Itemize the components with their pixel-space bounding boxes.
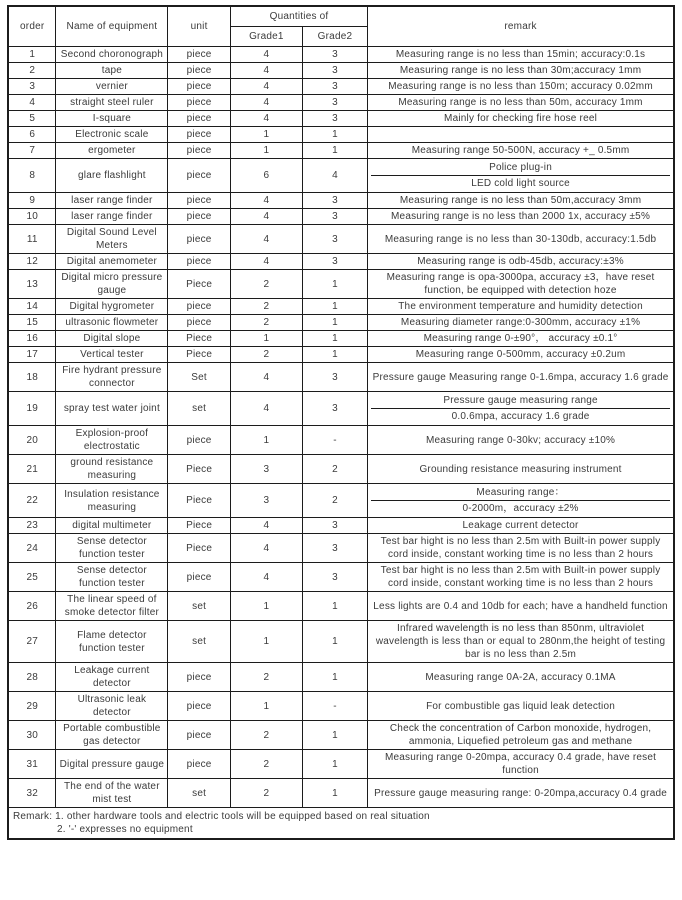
order-cell: 32 <box>8 779 56 808</box>
grade1-cell: 4 <box>230 47 302 63</box>
order-cell: 1 <box>8 47 56 63</box>
equipment-row <box>8 47 674 63</box>
order-cell: 25 <box>8 563 56 592</box>
equipment-row <box>8 95 674 111</box>
unit-cell: Piece <box>168 455 231 484</box>
remark-cell: Test bar hight is no less than 2.5m with Built-in power supply cord inside, constant working time is no less than 2 hours <box>368 534 674 563</box>
order-cell: 15 <box>8 315 56 331</box>
remark-line-1: Measuring range： <box>476 487 565 498</box>
remark-cell <box>368 159 674 193</box>
grade2-cell: 1 <box>302 750 367 779</box>
order-cell: 30 <box>8 721 56 750</box>
equipment-row <box>8 392 674 426</box>
equipment-row <box>8 750 674 779</box>
unit-cell: piece <box>168 426 231 455</box>
order-cell: 17 <box>8 347 56 363</box>
grade1-cell: 1 <box>230 621 302 663</box>
name-cell: Portable combustible gas detector <box>56 721 168 750</box>
equipment-row <box>8 270 674 299</box>
unit-cell: set <box>168 592 231 621</box>
order-cell: 21 <box>8 455 56 484</box>
grade2-cell: 1 <box>302 721 367 750</box>
footer-note-2: 2. '-' expresses no equipment <box>57 824 193 835</box>
grade1-cell: 2 <box>230 299 302 315</box>
remark-cell: Leakage current detector <box>368 518 674 534</box>
order-cell: 18 <box>8 363 56 392</box>
grade2-cell: 1 <box>302 663 367 692</box>
grade2-cell: 3 <box>302 392 367 426</box>
grade2-cell: 3 <box>302 95 367 111</box>
order-cell: 5 <box>8 111 56 127</box>
grade1-cell: 1 <box>230 127 302 143</box>
equipment-row <box>8 331 674 347</box>
remark-line-1: Police plug-in <box>489 162 552 173</box>
remark-cell: Measuring range is no less than 50m,accuracy 3mm <box>368 193 674 209</box>
remark-cell: Infrared wavelength is no less than 850nm, ultraviolet wavelength is less than or equal to 280nm,the height of testing bar is no less than 2.5m <box>368 621 674 663</box>
unit-cell: piece <box>168 563 231 592</box>
order-cell: 6 <box>8 127 56 143</box>
remark-cell: Measuring range is no less than 15min; accuracy:0.1s <box>368 47 674 63</box>
remark-cell: Measuring range 0-500mm, accuracy ±0.2um <box>368 347 674 363</box>
grade1-cell: 3 <box>230 484 302 518</box>
name-cell: glare flashlight <box>56 159 168 193</box>
grade1-cell: 2 <box>230 347 302 363</box>
order-cell: 3 <box>8 79 56 95</box>
name-cell: ultrasonic flowmeter <box>56 315 168 331</box>
order-cell: 2 <box>8 63 56 79</box>
order-cell: 12 <box>8 254 56 270</box>
table-body <box>8 47 674 808</box>
equipment-row <box>8 455 674 484</box>
grade2-cell: 3 <box>302 63 367 79</box>
grade2-cell: 1 <box>302 331 367 347</box>
unit-cell: Piece <box>168 347 231 363</box>
table-header <box>8 6 674 47</box>
grade2-cell: 3 <box>302 363 367 392</box>
unit-cell: set <box>168 621 231 663</box>
remark-cell: Measuring range is odb-45db, accuracy:±3% <box>368 254 674 270</box>
grade1-cell: 2 <box>230 750 302 779</box>
name-cell: Fire hydrant pressure connector <box>56 363 168 392</box>
grade2-cell: 2 <box>302 484 367 518</box>
order-cell: 4 <box>8 95 56 111</box>
unit-cell: piece <box>168 209 231 225</box>
header-quantities: Quantities of <box>230 6 367 27</box>
grade1-cell: 2 <box>230 270 302 299</box>
grade1-cell: 1 <box>230 143 302 159</box>
remark-cell: Measuring range is no less than 30-130db, accuracy:1.5db <box>368 225 674 254</box>
order-cell: 20 <box>8 426 56 455</box>
remark-cell: Grounding resistance measuring instrument <box>368 455 674 484</box>
grade1-cell: 2 <box>230 721 302 750</box>
name-cell: Insulation resistance measuring <box>56 484 168 518</box>
name-cell: Explosion-proof electrostatic <box>56 426 168 455</box>
order-cell: 22 <box>8 484 56 518</box>
grade1-cell: 4 <box>230 209 302 225</box>
grade1-cell: 4 <box>230 225 302 254</box>
unit-cell: piece <box>168 299 231 315</box>
unit-cell: piece <box>168 721 231 750</box>
name-cell: straight steel ruler <box>56 95 168 111</box>
unit-cell: set <box>168 392 231 426</box>
equipment-row <box>8 79 674 95</box>
order-cell: 11 <box>8 225 56 254</box>
name-cell: Digital anemometer <box>56 254 168 270</box>
unit-cell: piece <box>168 47 231 63</box>
header-grade2: Grade2 <box>302 27 367 47</box>
remark-cell: Measuring range 0-30kv; accuracy ±10% <box>368 426 674 455</box>
equipment-row <box>8 779 674 808</box>
remark-cell: Measuring range is no less than 30m;accuracy 1mm <box>368 63 674 79</box>
name-cell: Sense detector function tester <box>56 563 168 592</box>
remark-cell <box>368 484 674 518</box>
name-cell: digital multimeter <box>56 518 168 534</box>
name-cell: Electronic scale <box>56 127 168 143</box>
header-order: order <box>8 6 56 47</box>
remark-cell <box>368 127 674 143</box>
remark-cell: Less lights are 0.4 and 10db for each; have a handheld function <box>368 592 674 621</box>
equipment-row <box>8 209 674 225</box>
order-cell: 8 <box>8 159 56 193</box>
equipment-row <box>8 534 674 563</box>
grade1-cell: 6 <box>230 159 302 193</box>
equipment-row <box>8 621 674 663</box>
grade2-cell: 1 <box>302 592 367 621</box>
equipment-row <box>8 663 674 692</box>
name-cell: ground resistance measuring <box>56 455 168 484</box>
unit-cell: Set <box>168 363 231 392</box>
remark-cell: Measuring range is no less than 50m, accuracy 1mm <box>368 95 674 111</box>
grade2-cell: 4 <box>302 159 367 193</box>
grade1-cell: 4 <box>230 63 302 79</box>
grade2-cell: 3 <box>302 563 367 592</box>
grade2-cell: 3 <box>302 225 367 254</box>
grade1-cell: 4 <box>230 254 302 270</box>
equipment-row <box>8 518 674 534</box>
name-cell: ergometer <box>56 143 168 159</box>
grade2-cell: 1 <box>302 347 367 363</box>
grade1-cell: 4 <box>230 534 302 563</box>
name-cell: Digital Sound Level Meters <box>56 225 168 254</box>
header-name: Name of equipment <box>56 6 168 47</box>
equipment-row <box>8 143 674 159</box>
grade1-cell: 1 <box>230 592 302 621</box>
grade1-cell: 4 <box>230 95 302 111</box>
name-cell: Ultrasonic leak detector <box>56 692 168 721</box>
grade2-cell: 1 <box>302 127 367 143</box>
equipment-row <box>8 127 674 143</box>
grade2-cell: 3 <box>302 518 367 534</box>
remark-cell: Measuring range 0-±90°， accuracy ±0.1° <box>368 331 674 347</box>
grade1-cell: 4 <box>230 111 302 127</box>
remark-cell: Measuring range is no less than 2000 1x, accuracy ±5% <box>368 209 674 225</box>
unit-cell: piece <box>168 193 231 209</box>
grade1-cell: 2 <box>230 779 302 808</box>
remark-cell: Measuring range is no less than 150m; accuracy 0.02mm <box>368 79 674 95</box>
equipment-row <box>8 347 674 363</box>
name-cell: The end of the water mist test <box>56 779 168 808</box>
unit-cell: piece <box>168 225 231 254</box>
unit-cell: Piece <box>168 331 231 347</box>
grade1-cell: 4 <box>230 518 302 534</box>
unit-cell: piece <box>168 315 231 331</box>
header-grade1: Grade1 <box>230 27 302 47</box>
order-cell: 14 <box>8 299 56 315</box>
header-remark: remark <box>368 6 674 47</box>
footer-remark-cell <box>8 808 674 840</box>
equipment-row <box>8 426 674 455</box>
order-cell: 10 <box>8 209 56 225</box>
remark-line-2: 0.0.6mpa, accuracy 1.6 grade <box>371 408 670 424</box>
unit-cell: piece <box>168 159 231 193</box>
grade2-cell: 3 <box>302 534 367 563</box>
order-cell: 7 <box>8 143 56 159</box>
equipment-row <box>8 254 674 270</box>
grade2-cell: 3 <box>302 209 367 225</box>
unit-cell: piece <box>168 663 231 692</box>
remark-line-2: 0-2000m，accuracy ±2% <box>371 500 670 516</box>
equipment-row <box>8 721 674 750</box>
grade1-cell: 1 <box>230 426 302 455</box>
unit-cell: Piece <box>168 270 231 299</box>
equipment-table <box>7 5 675 840</box>
grade2-cell: 1 <box>302 143 367 159</box>
grade2-cell: 1 <box>302 779 367 808</box>
equipment-row <box>8 692 674 721</box>
remark-line-2: LED cold light source <box>371 175 670 191</box>
equipment-row <box>8 63 674 79</box>
grade1-cell: 4 <box>230 193 302 209</box>
unit-cell: piece <box>168 95 231 111</box>
grade1-cell: 2 <box>230 315 302 331</box>
equipment-row <box>8 563 674 592</box>
grade2-cell: 3 <box>302 79 367 95</box>
remark-cell: Measuring range 0A-2A, accuracy 0.1MA <box>368 663 674 692</box>
equipment-row <box>8 225 674 254</box>
name-cell: Digital slope <box>56 331 168 347</box>
name-cell: Flame detector function tester <box>56 621 168 663</box>
equipment-row <box>8 159 674 193</box>
footer-row <box>8 808 674 840</box>
grade1-cell: 4 <box>230 563 302 592</box>
remark-line-1: Pressure gauge measuring range <box>443 395 598 406</box>
grade2-cell: 1 <box>302 299 367 315</box>
equipment-row <box>8 484 674 518</box>
order-cell: 28 <box>8 663 56 692</box>
name-cell: Leakage current detector <box>56 663 168 692</box>
equipment-row <box>8 592 674 621</box>
grade2-cell: 2 <box>302 455 367 484</box>
grade2-cell: 1 <box>302 621 367 663</box>
name-cell: laser range finder <box>56 193 168 209</box>
order-cell: 27 <box>8 621 56 663</box>
grade2-cell: 3 <box>302 47 367 63</box>
name-cell: spray test water joint <box>56 392 168 426</box>
grade2-cell: - <box>302 426 367 455</box>
table-footer <box>8 808 674 840</box>
grade2-cell: 3 <box>302 111 367 127</box>
equipment-row <box>8 315 674 331</box>
order-cell: 13 <box>8 270 56 299</box>
name-cell: Digital micro pressure gauge <box>56 270 168 299</box>
name-cell: Digital hygrometer <box>56 299 168 315</box>
remark-cell: Mainly for checking fire hose reel <box>368 111 674 127</box>
order-cell: 24 <box>8 534 56 563</box>
remark-cell: Pressure gauge measuring range: 0-20mpa,accuracy 0.4 grade <box>368 779 674 808</box>
grade1-cell: 4 <box>230 392 302 426</box>
grade2-cell: - <box>302 692 367 721</box>
order-cell: 23 <box>8 518 56 534</box>
unit-cell: Piece <box>168 518 231 534</box>
grade2-cell: 3 <box>302 193 367 209</box>
remark-cell: The environment temperature and humidity detection <box>368 299 674 315</box>
grade1-cell: 4 <box>230 363 302 392</box>
grade1-cell: 1 <box>230 331 302 347</box>
name-cell: laser range finder <box>56 209 168 225</box>
footer-note-1: Remark: 1. other hardware tools and electric tools will be equipped based on real situation <box>13 811 430 822</box>
unit-cell: piece <box>168 143 231 159</box>
name-cell: The linear speed of smoke detector filter <box>56 592 168 621</box>
remark-cell: Test bar hight is no less than 2.5m with Built-in power supply cord inside, constant working time is no less than 2 hours <box>368 563 674 592</box>
name-cell: vernier <box>56 79 168 95</box>
equipment-row <box>8 363 674 392</box>
grade2-cell: 1 <box>302 270 367 299</box>
grade2-cell: 1 <box>302 315 367 331</box>
equipment-row <box>8 299 674 315</box>
unit-cell: piece <box>168 111 231 127</box>
header-unit: unit <box>168 6 231 47</box>
remark-cell: Measuring range 50-500N, accuracy +_ 0.5mm <box>368 143 674 159</box>
grade1-cell: 3 <box>230 455 302 484</box>
grade1-cell: 2 <box>230 663 302 692</box>
name-cell: I-square <box>56 111 168 127</box>
order-cell: 29 <box>8 692 56 721</box>
equipment-row <box>8 111 674 127</box>
unit-cell: Piece <box>168 534 231 563</box>
remark-cell: Measuring range 0-20mpa, accuracy 0.4 grade, have reset function <box>368 750 674 779</box>
remark-cell: Check the concentration of Carbon monoxide, hydrogen, ammonia, Liquefied petroleum gas and methane <box>368 721 674 750</box>
order-cell: 16 <box>8 331 56 347</box>
remark-cell: Measuring diameter range:0-300mm, accuracy ±1% <box>368 315 674 331</box>
order-cell: 26 <box>8 592 56 621</box>
name-cell: Second choronograph <box>56 47 168 63</box>
name-cell: Sense detector function tester <box>56 534 168 563</box>
unit-cell: piece <box>168 692 231 721</box>
unit-cell: piece <box>168 254 231 270</box>
name-cell: tape <box>56 63 168 79</box>
remark-cell: For combustible gas liquid leak detection <box>368 692 674 721</box>
unit-cell: piece <box>168 750 231 779</box>
grade1-cell: 1 <box>230 692 302 721</box>
equipment-row <box>8 193 674 209</box>
name-cell: Digital pressure gauge <box>56 750 168 779</box>
remark-cell <box>368 392 674 426</box>
order-cell: 19 <box>8 392 56 426</box>
unit-cell: piece <box>168 63 231 79</box>
grade1-cell: 4 <box>230 79 302 95</box>
order-cell: 9 <box>8 193 56 209</box>
unit-cell: Piece <box>168 484 231 518</box>
unit-cell: piece <box>168 79 231 95</box>
remark-cell: Pressure gauge Measuring range 0-1.6mpa, accuracy 1.6 grade <box>368 363 674 392</box>
unit-cell: set <box>168 779 231 808</box>
order-cell: 31 <box>8 750 56 779</box>
unit-cell: piece <box>168 127 231 143</box>
name-cell: Vertical tester <box>56 347 168 363</box>
remark-cell: Measuring range is opa-3000pa, accuracy ±3，have reset function, be equipped with detection hoze <box>368 270 674 299</box>
header-row-1 <box>8 6 674 27</box>
grade2-cell: 3 <box>302 254 367 270</box>
